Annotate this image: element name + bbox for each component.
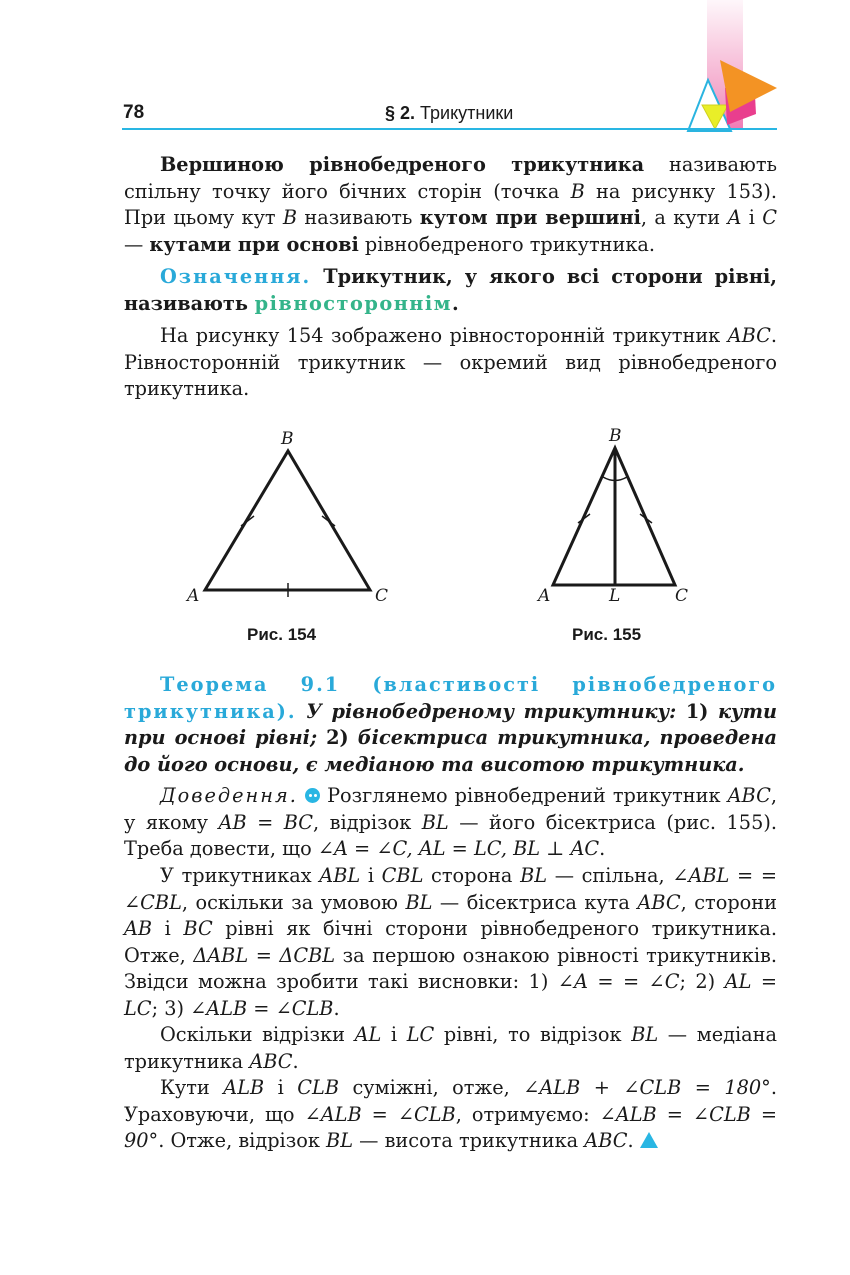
fig154-label-a: A [187, 586, 200, 606]
fig155-label-b: B [609, 426, 622, 446]
header-rule [122, 128, 777, 130]
figure-154 [205, 451, 370, 597]
paragraph-equilateral: На рисунку 154 зображено рівносторонній трикутник ABC. Рівносторонній трикутник — окремий вид рівнобедреного трикутника. [124, 324, 777, 400]
theorem-block: Теорема 9.1 (властивості рівнобедреного трикутника). У рівнобедреному трикутнику: 1) кути при основі рівні; 2) бісектриса трикутника, проведена до його основи, є медіаною та висотою трикутника. [124, 673, 778, 776]
fig155-caption: Рис. 155 [572, 625, 642, 644]
definition-block: Означення. Трикутник, у якого всі сторони рівні, називають рівностороннім. [124, 265, 777, 315]
proof-block: Доведення. Розглянемо рівнобедрений трикутник ABC, у якому AB = BC, відрізок BL — його бісектриса (рис. 155). Треба довести, що ∠A = ∠C, AL = LC, BL ⊥ AC. [124, 784, 777, 860]
fig154-caption: Рис. 154 [247, 625, 317, 644]
proof-label: Доведення. [160, 784, 298, 807]
fig155-label-l: L [609, 586, 621, 606]
proof-start-icon [305, 788, 320, 803]
fig154-label-b: B [281, 429, 294, 449]
figure-155 [553, 448, 675, 585]
section-title [385, 103, 513, 124]
fig155-label-c: C [675, 586, 689, 606]
paragraph-triangles: У трикутниках ABL і CBL сторона BL — спільна, ∠ABL = = ∠CBL, оскільки за умовою BL — бісектриса кута ABC, сторони AB і BC рівні як бічні сторони рівнобедреного трикутника. Отже, ΔABL = ΔCBL за першою ознакою рівності трикутників. Звідси можна зробити такі висновки: 1) ∠A = = ∠C; 2) AL = LC; 3) ∠ALB = ∠CLB. [124, 864, 778, 1020]
theorem-label: Теорема 9.1 (властивості рівнобедреного трикутника). [124, 673, 777, 723]
paragraph-altitude: Кути ALB і CLB суміжні, отже, ∠ALB + ∠CLB = 180°. Ураховуючи, що ∠ALB = ∠CLB, отримуємо: ∠ALB = ∠CLB = 90°. Отже, відрізок BL — висота трикутника ABC. [124, 1076, 777, 1152]
fig154-label-c: C [375, 586, 389, 606]
proof-end-icon [640, 1132, 658, 1148]
definition-term: рівностороннім [254, 291, 452, 315]
paragraph-vertex-definition: Вершиною рівнобедреного трикутника називають спільну точку його бічних сторін (точка B на рисунку 153). При цьому кут B називають кутом при вершині, а кути A і C — кутами при основі рівнобедреного трикутника. [124, 153, 777, 256]
definition-label: Означення. [160, 265, 312, 288]
paragraph-median: Оскільки відрізки AL і LC рівні, то відрізок BL — медіана трикутника ABC. [124, 1023, 777, 1073]
section-number: § 2. [385, 103, 416, 123]
figures [170, 420, 710, 660]
page-number: 78 [123, 102, 145, 123]
section-name: Трикутники [420, 103, 514, 123]
decorative-shapes-icon [680, 50, 780, 135]
fig155-label-a: A [538, 586, 551, 606]
